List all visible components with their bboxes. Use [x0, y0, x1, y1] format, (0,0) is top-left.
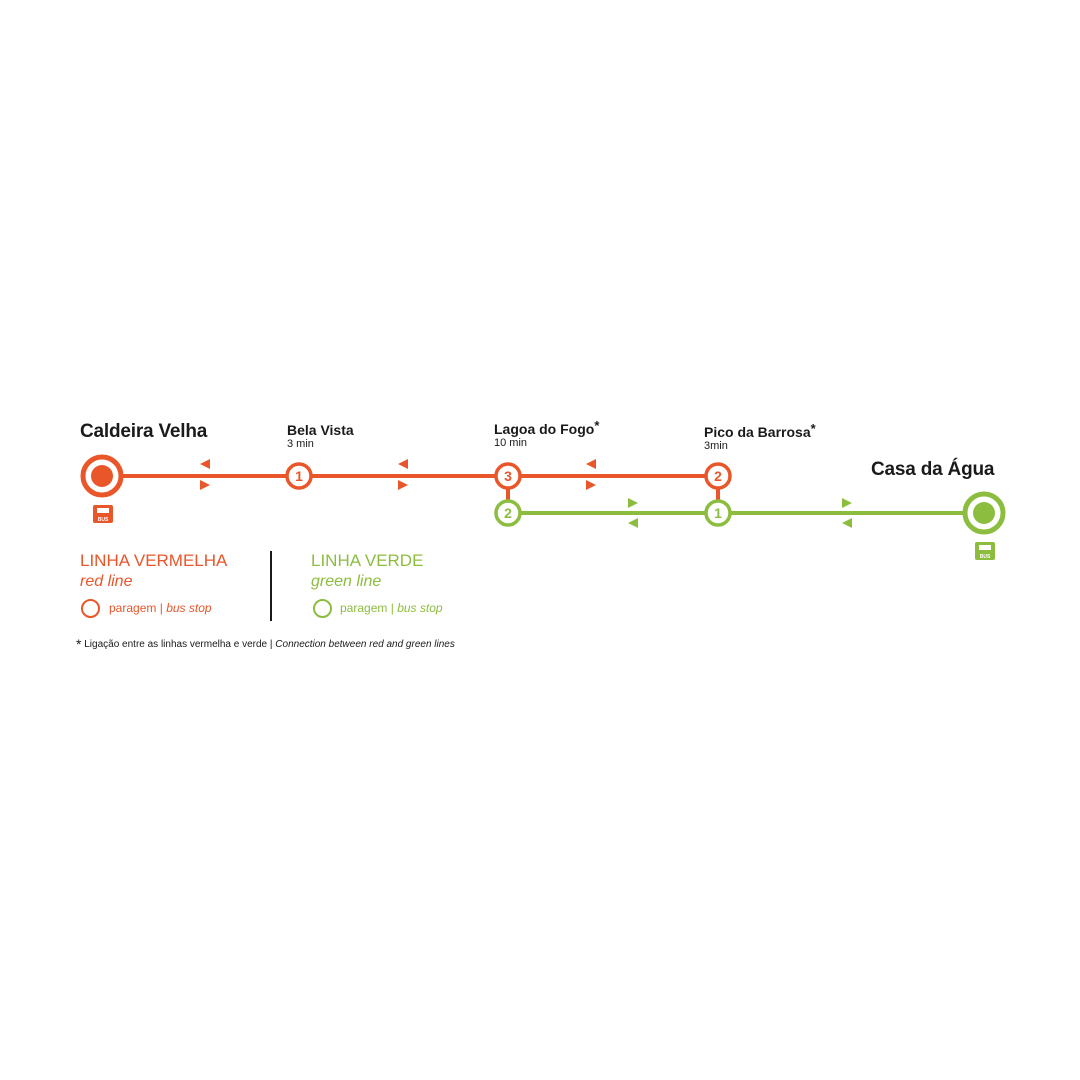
station-bela-vista-time: 3 min: [287, 438, 314, 450]
stop-number: 2: [714, 468, 722, 484]
stop-lagoa-do-fogo-green: [496, 501, 520, 525]
bus-icon: [975, 542, 995, 560]
arrow-left-icon: [628, 518, 638, 528]
stop-number: 3: [504, 468, 512, 484]
legend-stop-pt: paragem: [109, 601, 157, 615]
arrow-left-icon: [200, 459, 210, 469]
stop-bela-vista-red: [287, 464, 311, 488]
station-caldeira-velha-marker: [83, 457, 121, 495]
svg-text:BUS: BUS: [979, 554, 991, 560]
station-caldeira-velha-name: Caldeira Velha: [80, 421, 208, 442]
legend-red-stop-label: [109, 601, 212, 615]
legend-green-stop-circle: [313, 599, 332, 618]
legend-green-subtitle: green line: [311, 573, 382, 590]
arrow-left-icon: [842, 518, 852, 528]
svg-text:BUS: BUS: [97, 517, 109, 523]
bus-icon: [93, 505, 113, 523]
footnote-text-pt: Ligação entre as linhas vermelha e verde |: [84, 639, 273, 650]
station-pico-da-barrosa-label: [704, 421, 816, 440]
arrow-left-icon: [398, 459, 408, 469]
arrow-right-icon: [586, 480, 596, 490]
legend-separator: |: [390, 601, 394, 615]
arrow-left-icon: [586, 459, 596, 469]
connection-asterisk: *: [594, 418, 600, 433]
footnote-asterisk: *: [76, 636, 82, 652]
legend-stop-en: bus stop: [397, 601, 443, 615]
stop-number: 1: [295, 468, 303, 484]
legend-red-subtitle: red line: [80, 573, 133, 590]
legend-stop-en: bus stop: [166, 601, 212, 615]
legend-red-title: LINHA VERMELHA: [80, 551, 228, 570]
station-lagoa-do-fogo-time: 10 min: [494, 437, 528, 449]
stop-pico-da-barrosa-red: [706, 464, 730, 488]
station-casa-da-agua-name: Casa da Água: [871, 459, 995, 480]
station-pico-da-barrosa-name: Pico da Barrosa: [704, 424, 811, 440]
legend-green-stop-label: [340, 601, 443, 615]
station-casa-da-agua-marker: [965, 494, 1003, 532]
arrow-right-icon: [200, 480, 210, 490]
station-lagoa-do-fogo-name: Lagoa do Fogo: [494, 421, 595, 437]
stop-number: 1: [714, 505, 722, 521]
arrow-right-icon: [842, 498, 852, 508]
legend-green-title: LINHA VERDE: [311, 551, 424, 570]
arrow-right-icon: [398, 480, 408, 490]
footnote: [76, 634, 455, 650]
station-bela-vista-name: Bela Vista: [287, 422, 354, 438]
legend-red-stop-circle: [81, 599, 100, 618]
stop-pico-da-barrosa-green: [706, 501, 730, 525]
station-pico-da-barrosa-time: 3min: [704, 440, 728, 452]
legend-separator: |: [159, 601, 163, 615]
footnote-text-en: Connection between red and green lines: [275, 639, 455, 650]
stop-lagoa-do-fogo-red: [496, 464, 520, 488]
arrow-right-icon: [628, 498, 638, 508]
connection-asterisk: *: [810, 421, 816, 436]
stop-number: 2: [504, 505, 512, 521]
legend-divider: [270, 551, 272, 621]
station-lagoa-do-fogo-label: [494, 418, 600, 437]
legend-stop-pt: paragem: [340, 601, 388, 615]
